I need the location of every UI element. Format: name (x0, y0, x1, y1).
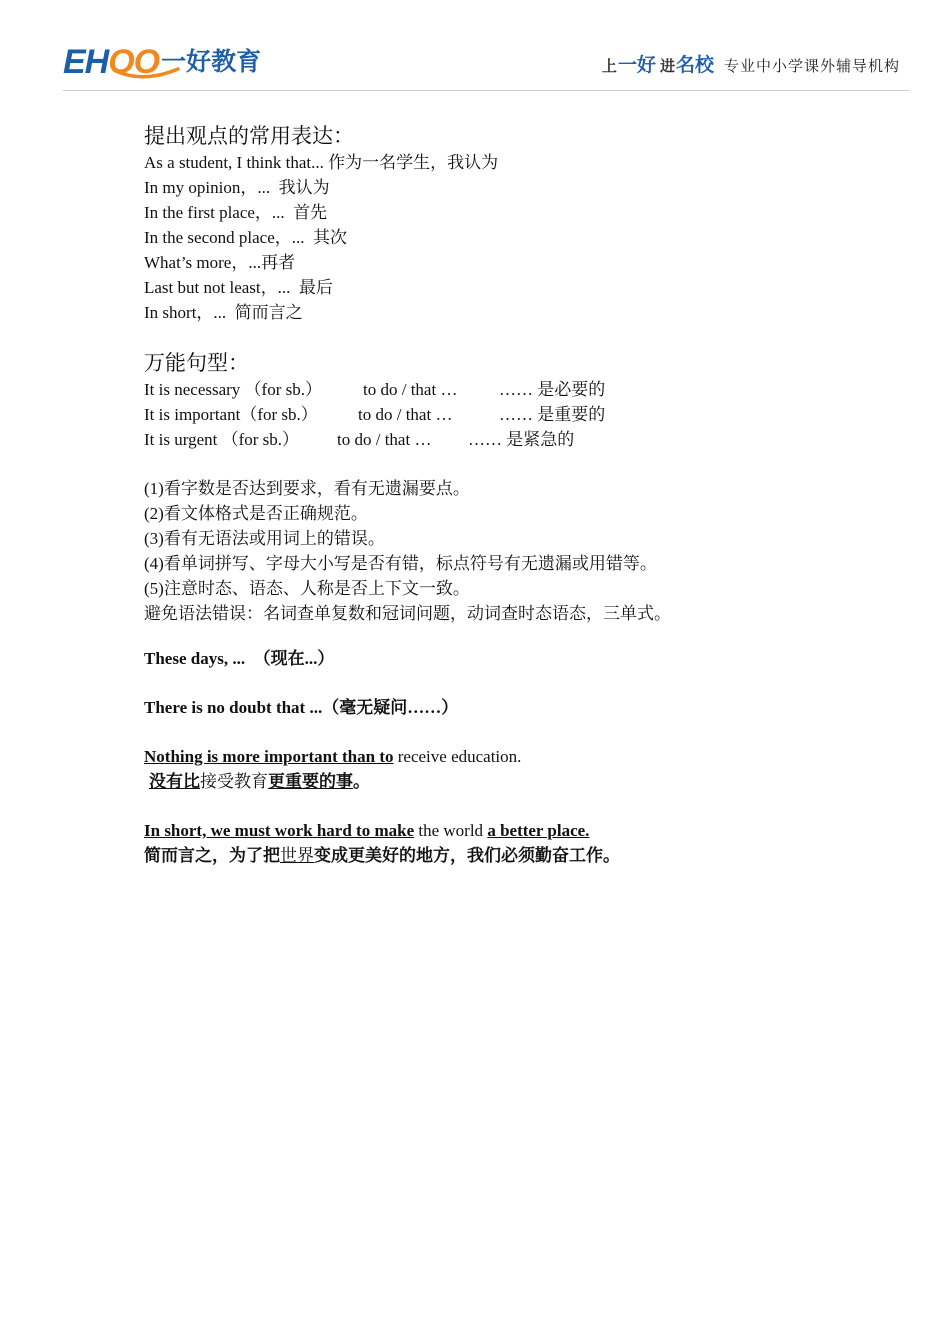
example1-english (144, 744, 904, 769)
example2-cn-part-1: 简而言之，为了把 (144, 846, 280, 865)
logo-latin-2: OO (108, 43, 160, 81)
example2-en-mid: the world (414, 821, 488, 840)
slogan-part-1: 上 (601, 57, 617, 75)
example1-en-rest: receive education. (393, 747, 522, 766)
spacer (144, 325, 904, 349)
expression-line: In the first place，... 首先 (144, 203, 328, 222)
phrase-no-doubt: There is no doubt that ...（毫无疑问……） (144, 698, 459, 717)
pattern-meaning: …… 是重要的 (499, 405, 606, 424)
grammar-note: 避免语法错误：名词查单复数和冠词问题，动词查时态语态，三单式。 (144, 604, 671, 623)
section1-title: 提出观点的常用表达： (144, 124, 354, 148)
example2-english (144, 818, 904, 843)
slogan-part-4: 名校 (675, 54, 714, 76)
example1-chinese (144, 769, 904, 794)
pattern-subject: It is necessary （for sb.） (144, 380, 322, 399)
example1-cn-mid: 接受教育 (200, 772, 268, 791)
checklist-item: (3)看有无语法或用词上的错误。 (144, 529, 385, 548)
example2-chinese (144, 843, 904, 868)
pattern-row (144, 377, 904, 402)
pattern-meaning: …… 是紧急的 (468, 430, 575, 449)
header-slogan (602, 50, 900, 77)
checklist-item: (5)注意时态、语态、人称是否上下文一致。 (144, 579, 470, 598)
pattern-subject: It is important（for sb.） (144, 405, 318, 424)
slogan-tagline: 专业中小学课外辅导机构 (723, 57, 900, 75)
example2-cn-part-2: 变成更美好的地方，我们必须勤奋工作。 (314, 846, 620, 865)
expression-line: In short，... 简而言之 (144, 303, 303, 322)
spacer (144, 720, 904, 744)
pattern-verb: to do / that … (337, 430, 432, 449)
slogan-part-2: 一好 (617, 54, 656, 76)
spacer (144, 452, 904, 476)
example1-cn-underlined-2: 更重要的事 (268, 772, 353, 791)
example1-en-underlined: Nothing is more important than to (144, 747, 394, 766)
expression-line: What’s more，...再者 (144, 253, 296, 272)
pattern-row (144, 427, 904, 452)
logo-latin-1: EH (63, 43, 109, 81)
example2-cn-underlined: 世界 (280, 846, 314, 865)
logo-chinese: 一好教育 (161, 47, 262, 76)
checklist-item: (4)看单词拼写、字母大小写是否有错，标点符号有无遗漏或用错等。 (144, 554, 657, 573)
phrase-these-days: These days, ... （现在...） (144, 649, 335, 668)
example2-en-underlined-2: a better place. (487, 821, 590, 840)
expression-line: In my opinion，... 我认为 (144, 178, 330, 197)
pattern-row (144, 402, 904, 427)
document-body (144, 122, 904, 868)
expression-line: Last but not least，... 最后 (144, 278, 333, 297)
expression-line: As a student, I think that... 作为一名学生，我认为 (144, 153, 499, 172)
spacer (144, 671, 904, 695)
logo-swoosh-icon (112, 66, 182, 82)
pattern-verb: to do / that … (363, 380, 458, 399)
checklist-item: (1)看字数是否达到要求，看有无遗漏要点。 (144, 479, 470, 498)
spacer (144, 626, 904, 646)
expression-line: In the second place，... 其次 (144, 228, 347, 247)
spacer (144, 794, 904, 818)
slogan-part-3: 进 (659, 57, 675, 75)
header-divider (63, 90, 909, 91)
pattern-subject: It is urgent （for sb.） (144, 430, 300, 449)
example1-cn-underlined-1: 没有比 (149, 772, 200, 791)
page-header (0, 0, 950, 92)
checklist-item: (2)看文体格式是否正确规范。 (144, 504, 368, 523)
section2-title: 万能句型： (144, 351, 249, 375)
pattern-meaning: …… 是必要的 (499, 380, 606, 399)
example1-cn-end: 。 (353, 772, 370, 791)
pattern-verb: to do / that … (358, 405, 453, 424)
example2-en-underlined-1: In short, we must work hard to make (144, 821, 415, 840)
